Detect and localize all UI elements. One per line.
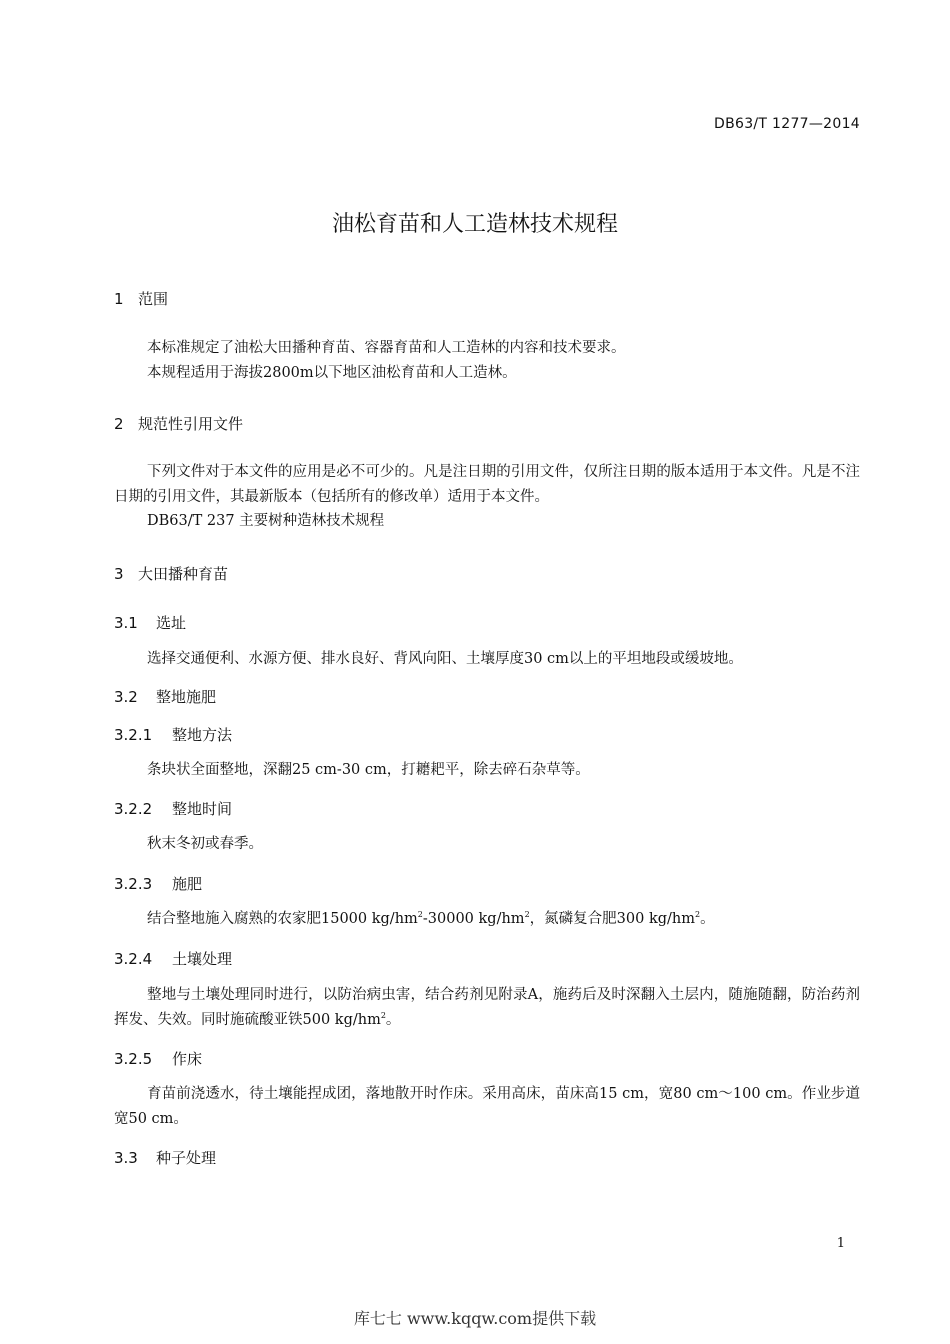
- paragraph-text: 。: [700, 911, 715, 927]
- paragraph-text: 结合整地施入腐熟的农家肥15000 kg/hm: [147, 911, 418, 927]
- section-title: 土壤处理: [172, 950, 233, 968]
- paragraph: [114, 509, 860, 534]
- paragraph-text: 本规程适用于海拔2800m以下地区油松育苗和人工造林。: [147, 365, 517, 381]
- section-number: 3.3: [114, 1149, 138, 1167]
- section-number: 3.2: [114, 688, 138, 706]
- paragraph-text: 条块状全面整地，深翻25 cm-30 cm，打耱耙平，除去碎石杂草等。: [147, 762, 590, 778]
- section-title: 种子处理: [156, 1149, 217, 1167]
- paragraph-text: 选择交通便利、水源方便、排水良好、背风向阳、土壤厚度30 cm以上的平坦地段或缓坡地。: [147, 651, 743, 667]
- section-heading-3-2-4: [114, 948, 232, 969]
- section-title: 作床: [172, 1050, 203, 1068]
- section-title: 规范性引用文件: [138, 415, 244, 433]
- paragraph-text: ，氮磷复合肥300 kg/hm: [529, 911, 695, 927]
- paragraph-text: 。: [385, 1011, 401, 1028]
- section-heading-3-2-2: [114, 798, 232, 819]
- section-number: 3.1: [114, 614, 138, 632]
- paragraph-text: 整地与土壤处理同时进行，以防治病虫害，结合药剂见附录A，施药后及时深翻入土层内，随施随翻，防治药剂挥发、失效。同时施硫酸亚铁500 kg/hm: [114, 987, 860, 1028]
- paragraph-text: 本标准规定了油松大田播种育苗、容器育苗和人工造林的内容和技术要求。: [147, 340, 626, 356]
- superscript: 2: [380, 1010, 386, 1020]
- section-heading-2: [114, 413, 243, 434]
- section-heading-3-3: [114, 1147, 216, 1168]
- section-title: 范围: [138, 290, 169, 308]
- paragraph-text: -30000 kg/hm: [422, 911, 525, 927]
- paragraph: [114, 460, 860, 509]
- paragraph: [114, 336, 860, 361]
- section-number: 3.2.4: [114, 950, 153, 968]
- paragraph: [114, 983, 860, 1032]
- section-number: 3.2.1: [114, 726, 153, 744]
- section-number: 1: [114, 290, 124, 308]
- section-heading-3-1: [114, 612, 186, 633]
- section-title: 大田播种育苗: [138, 565, 229, 583]
- section-title: 选址: [156, 614, 187, 632]
- document-code: DB63/T 1277—2014: [714, 116, 860, 132]
- superscript: 2: [524, 910, 530, 919]
- section-title: 整地时间: [172, 800, 233, 818]
- paragraph-text: 育苗前浇透水，待土壤能捏成团，落地散开时作床。采用高床，苗床高15 cm，宽80 cm～100 cm。作业步道宽50 cm。: [114, 1086, 860, 1127]
- section-title: 施肥: [172, 875, 203, 893]
- paragraph-text: 下列文件对于本文件的应用是必不可少的。凡是注日期的引用文件，仅所注日期的版本适用于本文件。凡是不注日期的引用文件，其最新版本（包括所有的修改单）适用于本文件。: [114, 464, 860, 505]
- section-number: 3.2.2: [114, 800, 153, 818]
- section-heading-3-2: [114, 686, 216, 707]
- section-title: 整地施肥: [156, 688, 217, 706]
- page-number: 1: [836, 1236, 845, 1251]
- section-heading-3-2-5: [114, 1048, 202, 1069]
- paragraph: [114, 758, 860, 783]
- reference-item: DB63/T 237 主要树种造林技术规程: [147, 513, 385, 529]
- superscript: 2: [694, 910, 701, 919]
- paragraph: [114, 1082, 860, 1131]
- section-number: 3.2.5: [114, 1050, 153, 1068]
- section-heading-3: [114, 563, 228, 584]
- section-number: 2: [114, 415, 124, 433]
- paragraph: [114, 647, 860, 672]
- section-number: 3.2.3: [114, 875, 153, 893]
- paragraph: [114, 361, 860, 386]
- paragraph-text: 秋末冬初或春季。: [147, 836, 263, 852]
- paragraph: [114, 832, 860, 857]
- footer-watermark: 库七七 www.kqqw.com提供下载: [353, 1309, 597, 1328]
- document-title: 油松育苗和人工造林技术规程: [331, 212, 618, 237]
- section-heading-3-2-1: [114, 724, 232, 745]
- paragraph: [114, 907, 860, 932]
- section-title: 整地方法: [172, 726, 233, 744]
- section-heading-1: [114, 288, 168, 309]
- superscript: 2: [417, 910, 423, 919]
- section-heading-3-2-3: [114, 873, 202, 894]
- section-number: 3: [114, 565, 124, 583]
